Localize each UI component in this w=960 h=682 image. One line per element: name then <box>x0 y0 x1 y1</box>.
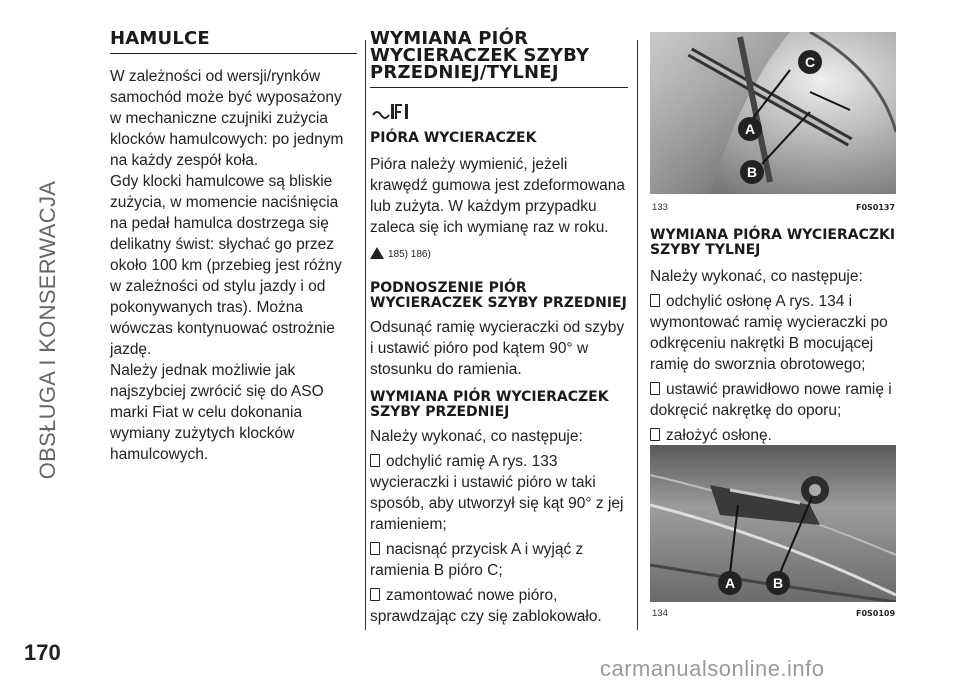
front-wiper-step-3 <box>370 585 628 627</box>
rear-wiper-step-1 <box>650 291 896 375</box>
step-text: odchylić osłonę A rys. 134 i wymontować ramię wycieraczki po odkręceniu nakrętki B mocującej ramię do sworznia obrotowego; <box>650 293 888 373</box>
rear-wiper-heading: WYMIANA PIÓRA WYCIERACZKI SZYBY TYLNEJ <box>650 227 896 258</box>
step-text: ustawić prawidłowo nowe ramię i dokręcić nakrętkę do oporu; <box>650 381 892 419</box>
brakes-column <box>110 30 357 465</box>
wiper-heading: WYMIANA PIÓR WYCIERACZEK SZYBY PRZEDNIEJ/TYLNEJ <box>370 30 628 88</box>
section-side-title-text: OBSŁUGA I KONSERWACJA <box>35 180 60 480</box>
checkbox-bullet-icon <box>370 542 380 555</box>
brakes-paragraph-3: Należy jednak możliwie jak najszybciej zwrócić się do ASO marki Fiat w celu dokonania wymiany zużytych klocków hamulcowych. <box>110 362 324 463</box>
rear-wiper-column <box>650 228 896 446</box>
checkbox-bullet-icon <box>370 454 380 467</box>
page-number: 170 <box>24 640 61 665</box>
rear-wiper-intro: Należy wykonać, co następuje: <box>650 268 863 285</box>
wiper-blades-subheading: PIÓRA WYCIERACZEK <box>370 130 537 146</box>
wiper-blades-text: Pióra należy wymienić, jeżeli krawędź gumowa jest zdeformowana lub zużyta. W każdym przypadku zaleca się ich wymianę raz w roku. <box>370 156 626 236</box>
callout-b: B <box>746 164 758 180</box>
brakes-paragraph-1: W zależności od wersji/rynków samochód może być wyposażony w mechaniczne czujniki zużycia klocków hamulcowych: po jednym na każdy zespół koła. <box>110 68 344 169</box>
step-text: założyć osłonę. <box>666 427 772 444</box>
callout-a: A <box>744 121 756 137</box>
figure-134-code: F0S0109 <box>856 609 896 618</box>
front-wiper-replace-subheading: WYMIANA PIÓR WYCIERACZEK SZYBY PRZEDNIEJ <box>370 389 609 420</box>
lifting-wipers-subheading: PODNOSZENIE PIÓR WYCIERACZEK SZYBY PRZEDNIEJ <box>370 280 627 311</box>
callout-c: C <box>804 54 816 70</box>
lifting-wipers-text: Odsunąć ramię wycieraczki od szyby i ustawić pióro pod kątem 90° w stosunku do ramienia. <box>370 319 625 378</box>
checkbox-bullet-icon <box>370 588 380 601</box>
rear-wiper-step-3 <box>650 425 896 446</box>
checkbox-bullet-icon <box>650 382 660 395</box>
step-text: odchylić ramię A rys. 133 wycieraczki i ustawić pióro w taki sposób, aby utworzył się kąt 90° z jej ramieniem; <box>370 453 624 533</box>
front-wiper-intro: Należy wykonać, co następuje: <box>370 428 583 445</box>
warning-ref: 185) 186) <box>388 249 431 260</box>
callout-a: A <box>724 575 736 591</box>
front-wiper-step-1 <box>370 451 628 535</box>
rear-wiper-step-2 <box>650 379 896 421</box>
figure-133-code: F0S0137 <box>856 203 896 212</box>
warning-icon <box>370 247 384 259</box>
brakes-paragraph-2: Gdy klocki hamulcowe są bliskie zużycia, w momencie naciśnięcia na pedał hamulca dostrzega się delikatny świst: słychać go przez około 100 km (przebieg jest różny w zależności od stylu jazdy i od pokonywanych tras). Można wówczas kontynuować ostrożnie jazdę. <box>110 173 342 358</box>
service-icon-row <box>370 88 628 100</box>
figure-134-image <box>650 445 896 602</box>
wiper-column <box>370 30 628 627</box>
checkbox-bullet-icon <box>650 294 660 307</box>
brakes-heading: HAMULCE <box>110 30 357 54</box>
checkbox-bullet-icon <box>650 428 660 441</box>
figure-134-number: 134 <box>652 608 668 619</box>
warning-ref-line <box>370 244 628 265</box>
step-text: nacisnąć przycisk A i wyjąć z ramienia B pióro C; <box>370 541 584 579</box>
step-text: zamontować nowe pióro, sprawdzając czy się zablokowało. <box>370 587 602 625</box>
figure-133-number: 133 <box>652 202 668 213</box>
watermark-footer: carmanualsonline.info <box>600 656 825 681</box>
column-divider <box>365 40 366 630</box>
front-wiper-step-2 <box>370 539 628 581</box>
service-icon <box>370 100 410 122</box>
column-divider <box>637 40 638 630</box>
figure-133-image <box>650 32 896 194</box>
callout-b: B <box>772 575 784 591</box>
